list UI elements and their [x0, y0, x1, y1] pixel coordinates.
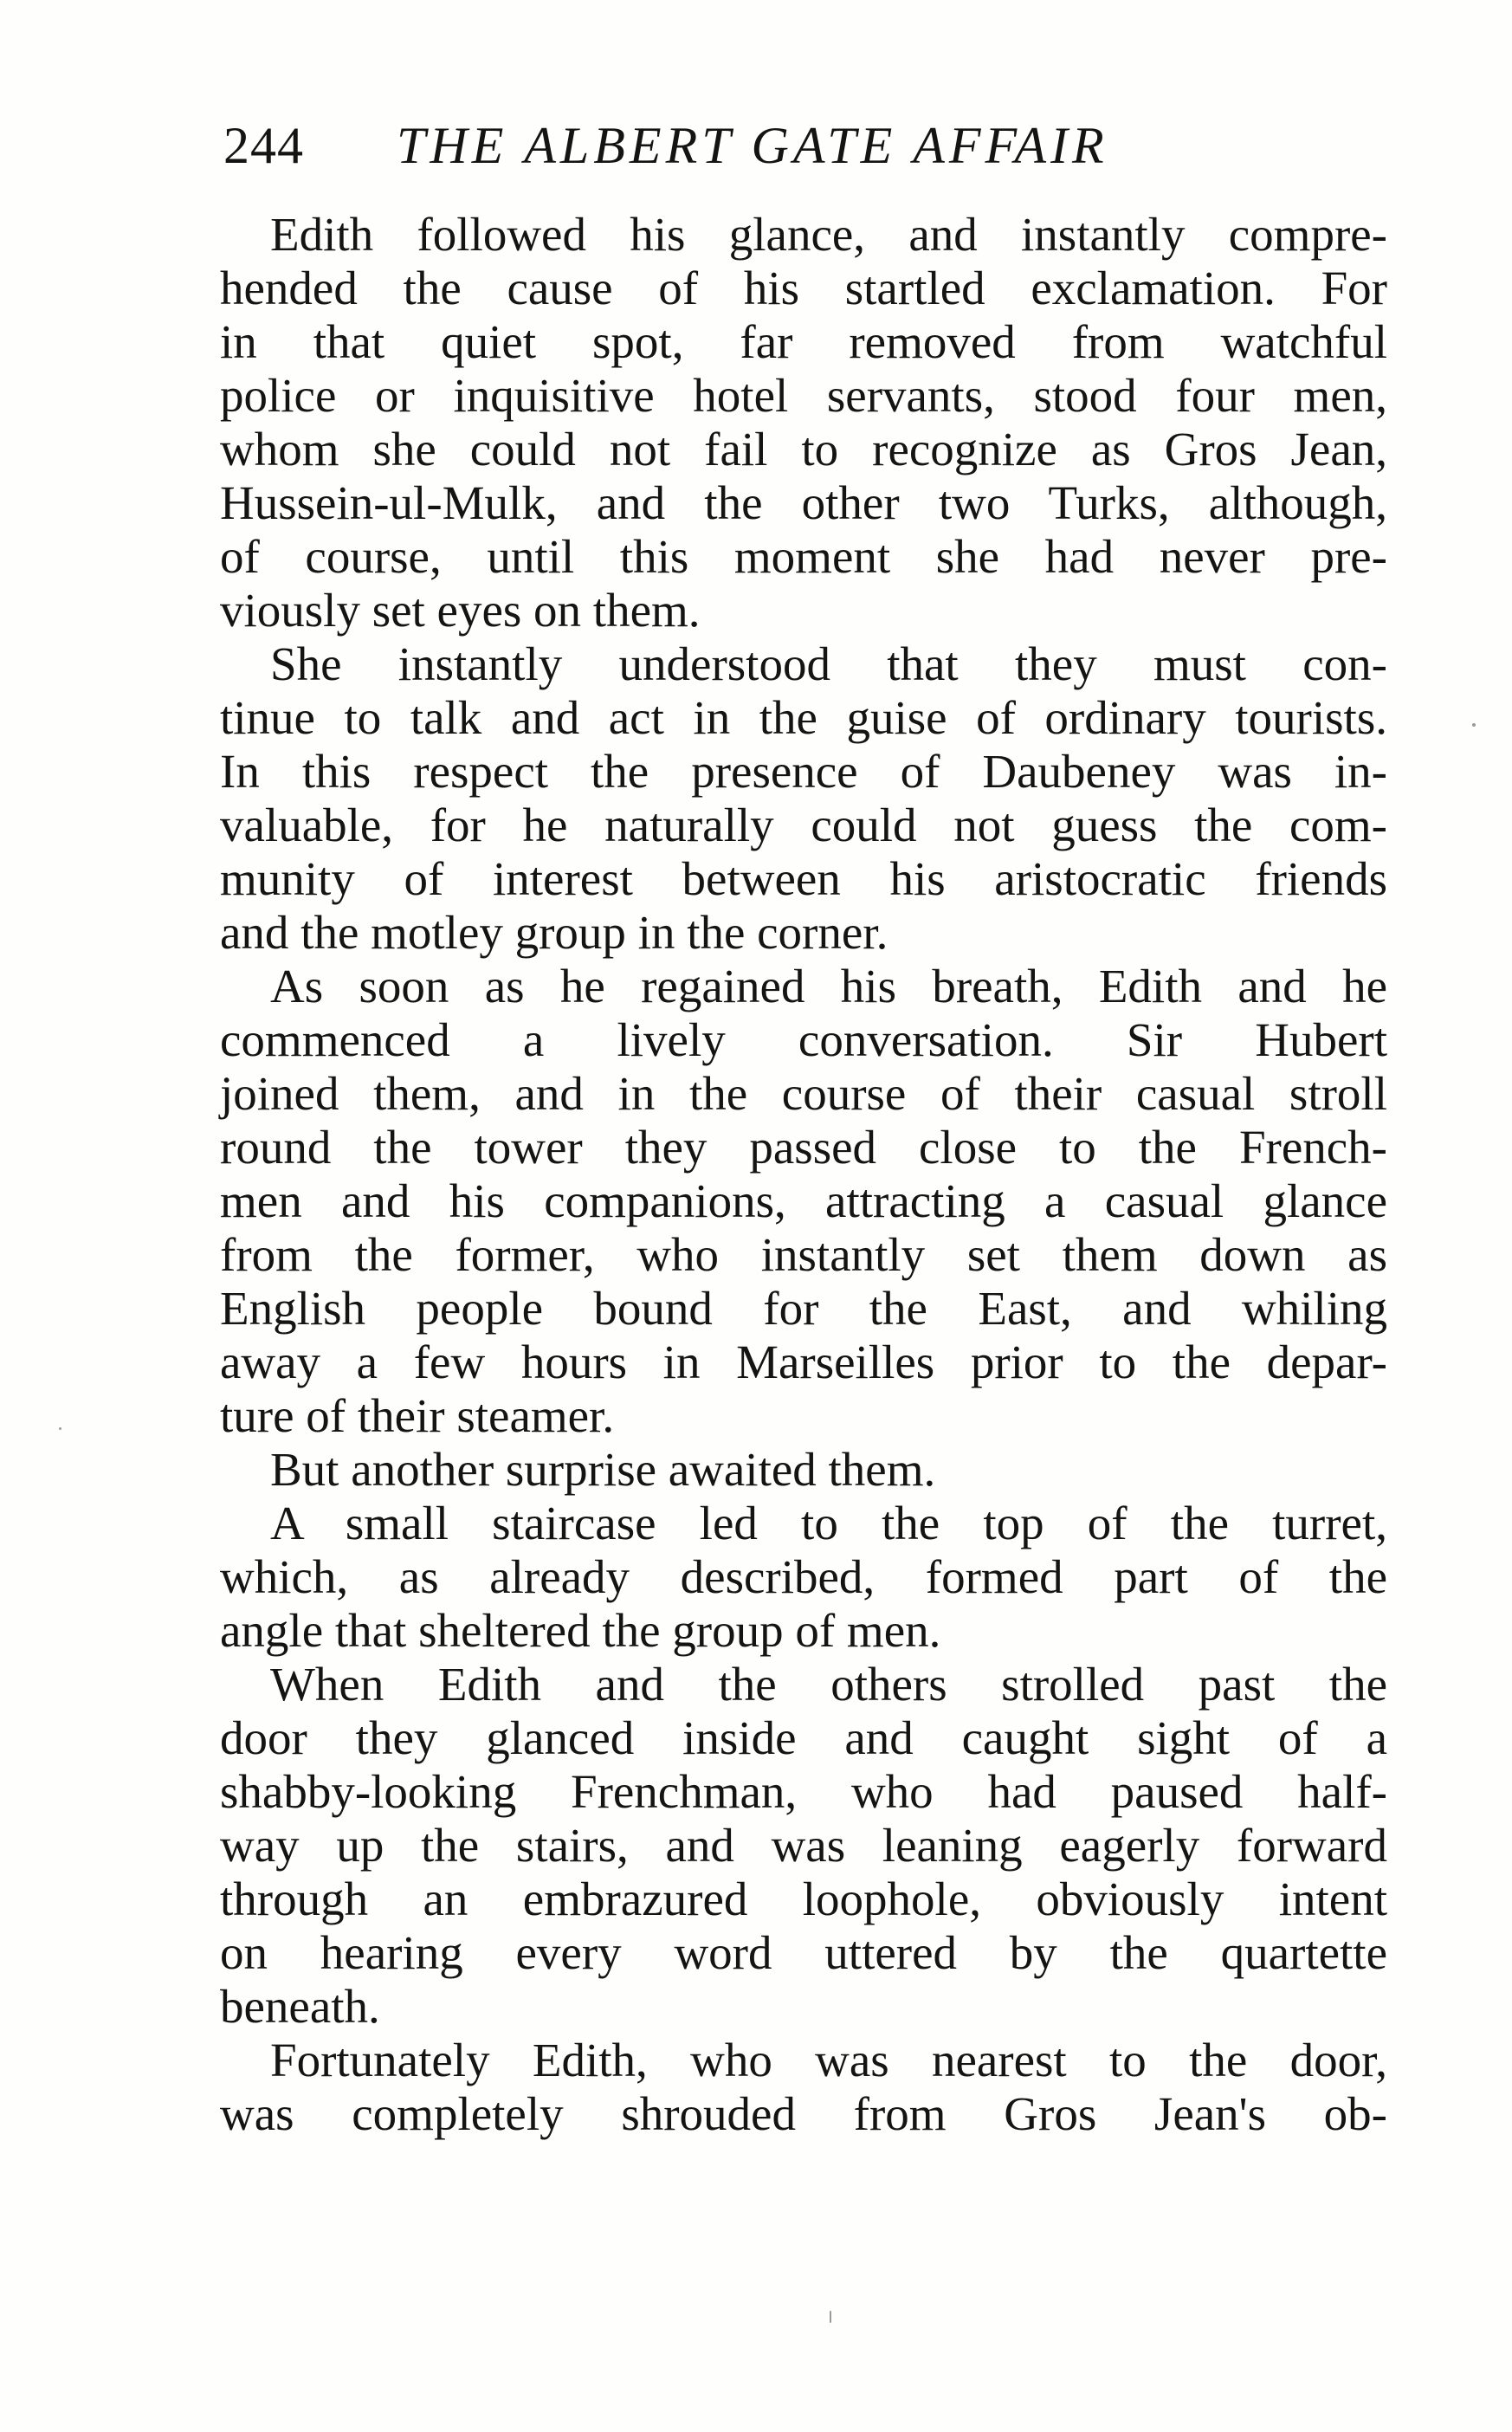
text-line: In this respect the presence of Daubeney was in-	[220, 745, 1387, 798]
body-text	[220, 208, 1387, 2141]
text-line: on hearing every word uttered by the quartette	[220, 1926, 1387, 1979]
text-line: in that quiet spot, far removed from watchful	[220, 315, 1387, 368]
text-line: English people bound for the East, and whiling	[220, 1282, 1387, 1335]
text-line: As soon as he regained his breath, Edith and he	[270, 960, 1387, 1012]
text-line: men and his companions, attracting a casual glance	[220, 1174, 1387, 1227]
text-line: which, as already described, formed part of the	[220, 1550, 1387, 1603]
text-line: shabby-looking Frenchman, who had paused half-	[220, 1765, 1387, 1818]
text-line: hended the cause of his startled exclamation. For	[220, 262, 1387, 314]
paper-speck	[830, 2311, 831, 2323]
text-line: and the motley group in the corner.	[220, 906, 888, 959]
paper-speck	[59, 1427, 61, 1430]
text-line: way up the stairs, and was leaning eagerly forward	[220, 1819, 1387, 1872]
text-line: of course, until this moment she had never pre-	[220, 530, 1387, 583]
text-line: through an embrazured loophole, obviously intent	[220, 1873, 1387, 1925]
text-line: commenced a lively conversation. Sir Hubert	[220, 1013, 1387, 1066]
text-line: beneath.	[220, 1980, 380, 2033]
text-line: was completely shrouded from Gros Jean's ob-	[220, 2087, 1387, 2140]
page-number: 244	[223, 117, 304, 174]
text-line: whom she could not fail to recognize as Gros Jean,	[220, 423, 1387, 475]
text-line: A small staircase led to the top of the turret,	[270, 1497, 1387, 1549]
text-line: But another surprise awaited them.	[270, 1443, 936, 1496]
text-line: door they glanced inside and caught sight of a	[220, 1711, 1387, 1764]
text-line: away a few hours in Marseilles prior to the depar-	[220, 1336, 1387, 1388]
text-line: valuable, for he naturally could not guess the com-	[220, 799, 1387, 851]
text-line: from the former, who instantly set them down as	[220, 1228, 1387, 1281]
text-line: viously set eyes on them.	[220, 584, 701, 637]
text-line: joined them, and in the course of their casual stroll	[220, 1067, 1387, 1120]
running-head	[223, 111, 1384, 180]
running-title: THE ALBERT GATE AFFAIR	[397, 117, 1108, 174]
text-line: tinue to talk and act in the guise of ordinary tourists.	[220, 691, 1387, 744]
text-line: When Edith and the others strolled past the	[270, 1658, 1387, 1711]
text-line: Hussein-ul-Mulk, and the other two Turks, although,	[220, 476, 1387, 529]
text-line: round the tower they passed close to the French-	[220, 1121, 1387, 1174]
text-line: Edith followed his glance, and instantly compre-	[270, 208, 1387, 261]
text-line: angle that sheltered the group of men.	[220, 1604, 941, 1657]
text-line: She instantly understood that they must con-	[270, 637, 1387, 690]
text-line: Fortunately Edith, who was nearest to the door,	[270, 2034, 1387, 2086]
text-line: munity of interest between his aristocratic friends	[220, 852, 1387, 905]
paper-speck	[1472, 723, 1476, 727]
text-line: ture of their steamer.	[220, 1389, 615, 1442]
text-line: police or inquisitive hotel servants, stood four men,	[220, 369, 1387, 422]
